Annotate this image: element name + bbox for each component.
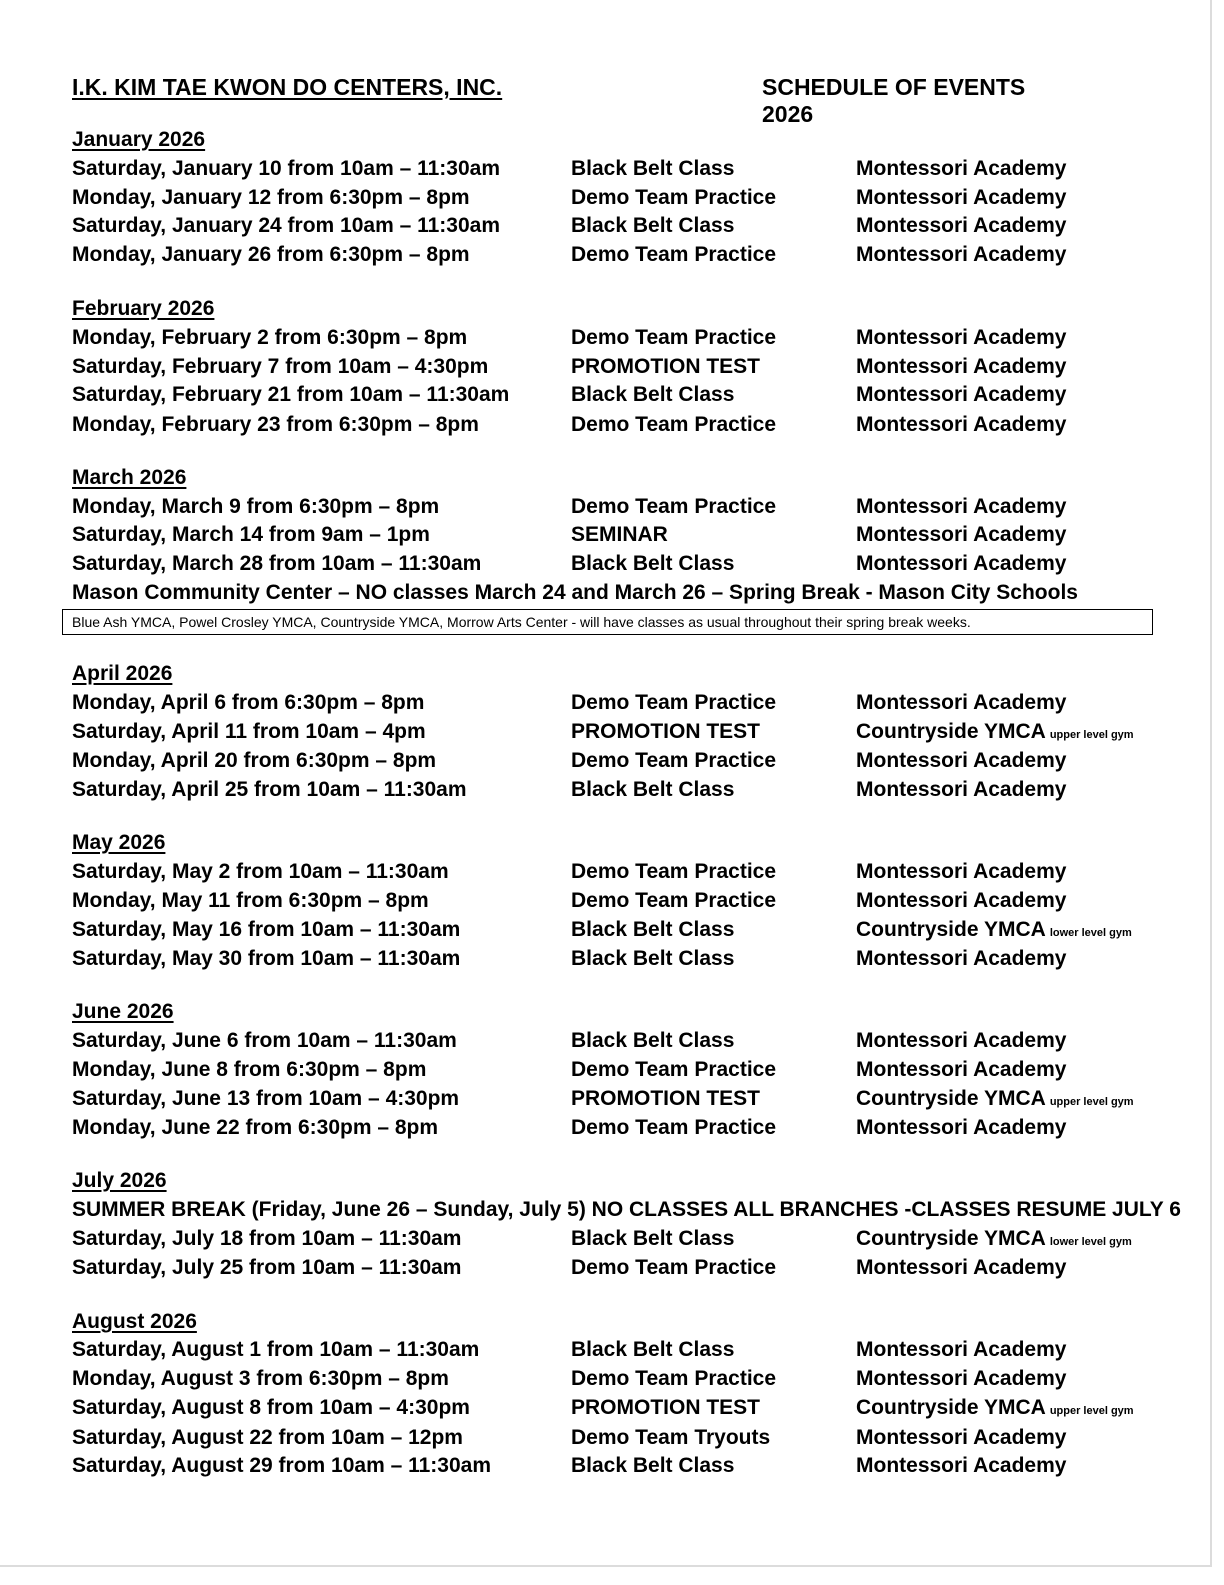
event-location: Countryside YMCA [856, 1087, 1046, 1110]
event-row [72, 186, 1172, 214]
event-type: Demo Team Practice [571, 413, 777, 436]
event-row [72, 1116, 1172, 1144]
document-header [72, 74, 1082, 127]
event-location: Montessori Academy [856, 1367, 1067, 1390]
event-location: Montessori Academy [856, 495, 1067, 518]
month-heading: July 2026 [72, 1169, 167, 1192]
event-row [72, 523, 1172, 551]
month-heading: January 2026 [72, 128, 206, 151]
event-time: Monday, June 22 from 6:30pm – 8pm [72, 1116, 439, 1139]
event-time: Saturday, August 1 from 10am – 11:30am [72, 1338, 480, 1361]
event-location: Montessori Academy [856, 1116, 1067, 1139]
event-type: Black Belt Class [571, 214, 735, 237]
event-type: Demo Team Practice [571, 326, 777, 349]
event-time: Monday, April 6 from 6:30pm – 8pm [72, 691, 425, 714]
event-row [72, 383, 1172, 411]
event-type: Demo Team Practice [571, 860, 777, 883]
event-location: Montessori Academy [856, 383, 1067, 406]
event-row [72, 355, 1172, 383]
event-time: Monday, March 9 from 6:30pm – 8pm [72, 495, 440, 518]
event-time: Saturday, March 28 from 10am – 11:30am [72, 552, 482, 575]
event-location: Countryside YMCA [856, 1227, 1046, 1250]
event-row [72, 157, 1172, 185]
event-type: Black Belt Class [571, 1029, 735, 1052]
event-type: Black Belt Class [571, 778, 735, 801]
event-row [72, 1256, 1172, 1284]
event-time: Saturday, March 14 from 9am – 1pm [72, 523, 430, 546]
event-row [72, 918, 1172, 946]
event-type: Demo Team Practice [571, 1116, 777, 1139]
ymca-classes-note: Blue Ash YMCA, Powel Crosley YMCA, Countryside YMCA, Morrow Arts Center - will have classes as usual throughout their spring break weeks. [62, 609, 1153, 635]
event-type: Demo Team Practice [571, 889, 777, 912]
event-location: Montessori Academy [856, 355, 1067, 378]
gym-level-note: lower level gym [1049, 927, 1132, 939]
event-row [72, 1338, 1172, 1366]
event-time: Saturday, July 18 from 10am – 11:30am [72, 1227, 462, 1250]
event-time: Monday, May 11 from 6:30pm – 8pm [72, 889, 429, 912]
event-row [72, 1227, 1172, 1255]
event-row [72, 860, 1172, 888]
event-type: PROMOTION TEST [571, 1087, 760, 1110]
event-type: PROMOTION TEST [571, 1396, 760, 1419]
event-location: Montessori Academy [856, 186, 1067, 209]
spring-break-notice: Mason Community Center – NO classes March 24 and March 26 – Spring Break - Mason City Schools [72, 581, 1078, 604]
gym-level-note: upper level gym [1049, 1405, 1134, 1417]
event-time: Saturday, June 6 from 10am – 11:30am [72, 1029, 457, 1052]
summer-break-notice: SUMMER BREAK (Friday, June 26 – Sunday, July 5) NO CLASSES ALL BRANCHES -CLASSES RESUME JULY 6 [72, 1198, 1181, 1221]
gym-level-note: upper level gym [1049, 729, 1134, 741]
event-time: Monday, June 8 from 6:30pm – 8pm [72, 1058, 427, 1081]
month-heading: February 2026 [72, 297, 215, 320]
event-time: Saturday, May 2 from 10am – 11:30am [72, 860, 449, 883]
event-time: Monday, January 12 from 6:30pm – 8pm [72, 186, 470, 209]
event-row [72, 1029, 1172, 1057]
event-row [72, 691, 1172, 719]
event-time: Saturday, July 25 from 10am – 11:30am [72, 1256, 462, 1279]
event-row [72, 1454, 1172, 1482]
event-time: Saturday, August 22 from 10am – 12pm [72, 1426, 463, 1449]
event-row [72, 720, 1172, 748]
event-row [72, 778, 1172, 806]
event-type: PROMOTION TEST [571, 720, 760, 743]
month-heading: August 2026 [72, 1310, 197, 1333]
event-type: Demo Team Practice [571, 243, 777, 266]
event-time: Monday, February 23 from 6:30pm – 8pm [72, 413, 479, 436]
event-location: Montessori Academy [856, 552, 1067, 575]
event-row [72, 1426, 1172, 1454]
event-location: Montessori Academy [856, 1256, 1067, 1279]
event-type: Black Belt Class [571, 1338, 735, 1361]
event-type: PROMOTION TEST [571, 355, 760, 378]
event-time: Monday, April 20 from 6:30pm – 8pm [72, 749, 437, 772]
event-location: Montessori Academy [856, 947, 1067, 970]
event-row [72, 749, 1172, 777]
event-location: Montessori Academy [856, 778, 1067, 801]
event-time: Monday, August 3 from 6:30pm – 8pm [72, 1367, 449, 1390]
event-type: Black Belt Class [571, 383, 735, 406]
event-time: Monday, January 26 from 6:30pm – 8pm [72, 243, 470, 266]
event-type: Demo Team Practice [571, 1256, 777, 1279]
event-time: Saturday, May 16 from 10am – 11:30am [72, 918, 461, 941]
event-location: Montessori Academy [856, 214, 1067, 237]
company-name: I.K. KIM TAE KWON DO CENTERS, INC. [72, 74, 503, 100]
event-row [72, 413, 1172, 441]
event-location: Montessori Academy [856, 691, 1067, 714]
event-type: Black Belt Class [571, 157, 735, 180]
event-type: SEMINAR [571, 523, 668, 546]
event-type: Demo Team Practice [571, 749, 777, 772]
event-time: Saturday, June 13 from 10am – 4:30pm [72, 1087, 460, 1110]
event-time: Saturday, January 24 from 10am – 11:30am [72, 214, 501, 237]
event-location: Montessori Academy [856, 413, 1067, 436]
event-location: Montessori Academy [856, 157, 1067, 180]
event-type: Demo Team Practice [571, 495, 777, 518]
event-type: Black Belt Class [571, 1227, 735, 1250]
gym-level-note: lower level gym [1049, 1236, 1132, 1248]
event-type: Demo Team Practice [571, 691, 777, 714]
event-location: Montessori Academy [856, 889, 1067, 912]
event-type: Black Belt Class [571, 918, 735, 941]
event-location: Montessori Academy [856, 243, 1067, 266]
event-time: Saturday, August 29 from 10am – 11:30am [72, 1454, 492, 1477]
event-location: Montessori Academy [856, 1029, 1067, 1052]
event-row [72, 947, 1172, 975]
event-location: Countryside YMCA [856, 720, 1046, 743]
event-row [72, 889, 1172, 917]
event-type: Demo Team Tryouts [571, 1426, 771, 1449]
event-location: Montessori Academy [856, 1426, 1067, 1449]
event-row [72, 1367, 1172, 1395]
event-type: Black Belt Class [571, 1454, 735, 1477]
event-location: Montessori Academy [856, 749, 1067, 772]
event-time: Saturday, January 10 from 10am – 11:30am [72, 157, 501, 180]
event-location: Countryside YMCA [856, 1396, 1046, 1419]
event-row [72, 495, 1172, 523]
event-row [72, 1396, 1172, 1424]
event-type: Black Belt Class [571, 552, 735, 575]
schedule-title: SCHEDULE OF EVENTS 2026 [762, 74, 1026, 127]
month-heading: April 2026 [72, 662, 173, 685]
event-time: Saturday, May 30 from 10am – 11:30am [72, 947, 461, 970]
event-time: Saturday, February 21 from 10am – 11:30am [72, 383, 510, 406]
event-time: Saturday, February 7 from 10am – 4:30pm [72, 355, 489, 378]
event-row [72, 326, 1172, 354]
event-time: Saturday, April 25 from 10am – 11:30am [72, 778, 467, 801]
event-type: Black Belt Class [571, 947, 735, 970]
event-location: Montessori Academy [856, 1454, 1067, 1477]
event-location: Montessori Academy [856, 326, 1067, 349]
event-location: Montessori Academy [856, 1338, 1067, 1361]
event-time: Saturday, August 8 from 10am – 4:30pm [72, 1396, 470, 1419]
event-location: Montessori Academy [856, 860, 1067, 883]
event-time: Saturday, April 11 from 10am – 4pm [72, 720, 426, 743]
month-heading: June 2026 [72, 1000, 174, 1023]
event-row [72, 214, 1172, 242]
event-type: Demo Team Practice [571, 1058, 777, 1081]
event-type: Demo Team Practice [571, 186, 777, 209]
event-location: Montessori Academy [856, 523, 1067, 546]
month-heading: March 2026 [72, 466, 187, 489]
event-row [72, 243, 1172, 271]
event-row [72, 1058, 1172, 1086]
event-location: Countryside YMCA [856, 918, 1046, 941]
event-location: Montessori Academy [856, 1058, 1067, 1081]
event-type: Demo Team Practice [571, 1367, 777, 1390]
event-time: Monday, February 2 from 6:30pm – 8pm [72, 326, 468, 349]
event-row [72, 1087, 1172, 1115]
event-row [72, 552, 1172, 580]
gym-level-note: upper level gym [1049, 1096, 1134, 1108]
month-heading: May 2026 [72, 831, 166, 854]
